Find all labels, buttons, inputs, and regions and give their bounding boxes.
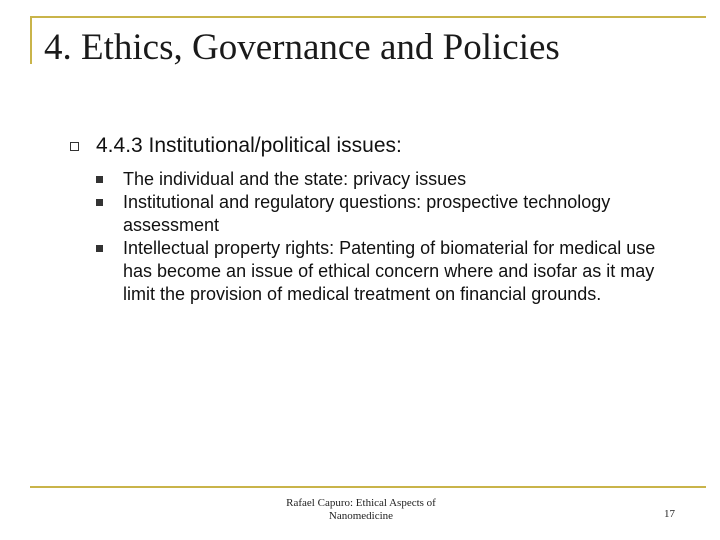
footer-line-1: Rafael Capuro: Ethical Aspects of xyxy=(286,497,436,509)
top-divider xyxy=(30,16,706,18)
list-item-text: Institutional and regulatory questions: prospective technology assessment xyxy=(123,192,611,235)
list-item xyxy=(96,168,676,191)
section-heading-text: 4.4.3 Institutional/political issues: xyxy=(96,134,402,157)
left-divider xyxy=(30,16,32,64)
footer-line-2: Nanomedicine xyxy=(328,510,394,522)
list-item xyxy=(96,191,676,237)
hollow-square-bullet-icon xyxy=(70,142,79,151)
footer-credit xyxy=(256,497,466,523)
list-item-text: The individual and the state: privacy issues xyxy=(123,169,467,189)
bullet-list xyxy=(96,168,676,306)
bottom-divider xyxy=(30,486,706,488)
square-bullet-icon xyxy=(96,245,103,252)
list-item xyxy=(96,237,676,306)
square-bullet-icon xyxy=(96,199,103,206)
page-number: 17 xyxy=(664,508,675,520)
list-item-text: Intellectual property rights: Patenting of biomaterial for medical use has become an issue of ethical concern where and isofar as it may limit the provision of medical treatment on financial grounds. xyxy=(123,238,656,304)
square-bullet-icon xyxy=(96,176,103,183)
slide-title: 4. Ethics, Governance and Policies xyxy=(44,27,560,68)
